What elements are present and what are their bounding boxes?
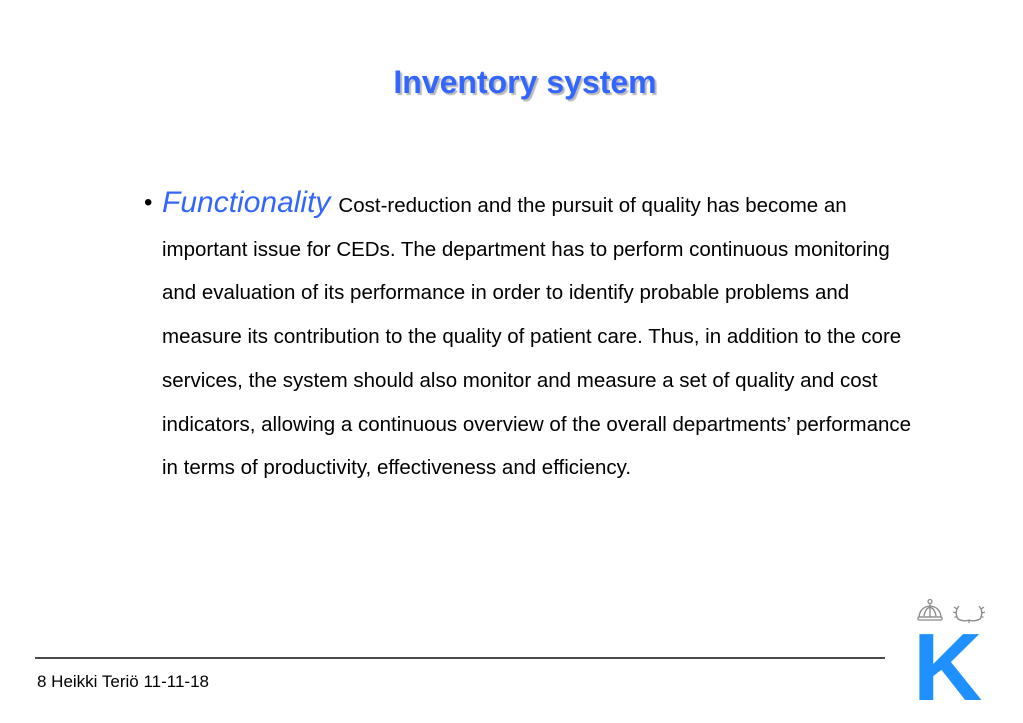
bullet-heading: Functionality <box>162 186 331 219</box>
slide-body <box>144 181 919 490</box>
bullet-marker: • <box>144 189 153 216</box>
footer-divider <box>35 657 885 659</box>
footer-text: 8 Heikki Teriö 11-11-18 <box>37 672 209 691</box>
logo-letter: K <box>913 614 983 704</box>
bullet-item <box>144 181 919 490</box>
bullet-body-text: Cost-reduction and the pursuit of quality has become an important issue for CEDs. The department has to perform continuous monitoring and evaluation of its performance in order to identify probable problems and measure its contribution to the quality of patient care. Thus, in addition to the core services, the system should also monitor and measure a set of quality and cost indicators, allowing a continuous overview of the overall departments’ performance in terms of productivity, effectiveness and efficiency. <box>162 194 912 480</box>
bullet-content <box>144 181 919 490</box>
slide-title: Inventory system <box>393 64 657 100</box>
kth-logo <box>912 598 988 704</box>
